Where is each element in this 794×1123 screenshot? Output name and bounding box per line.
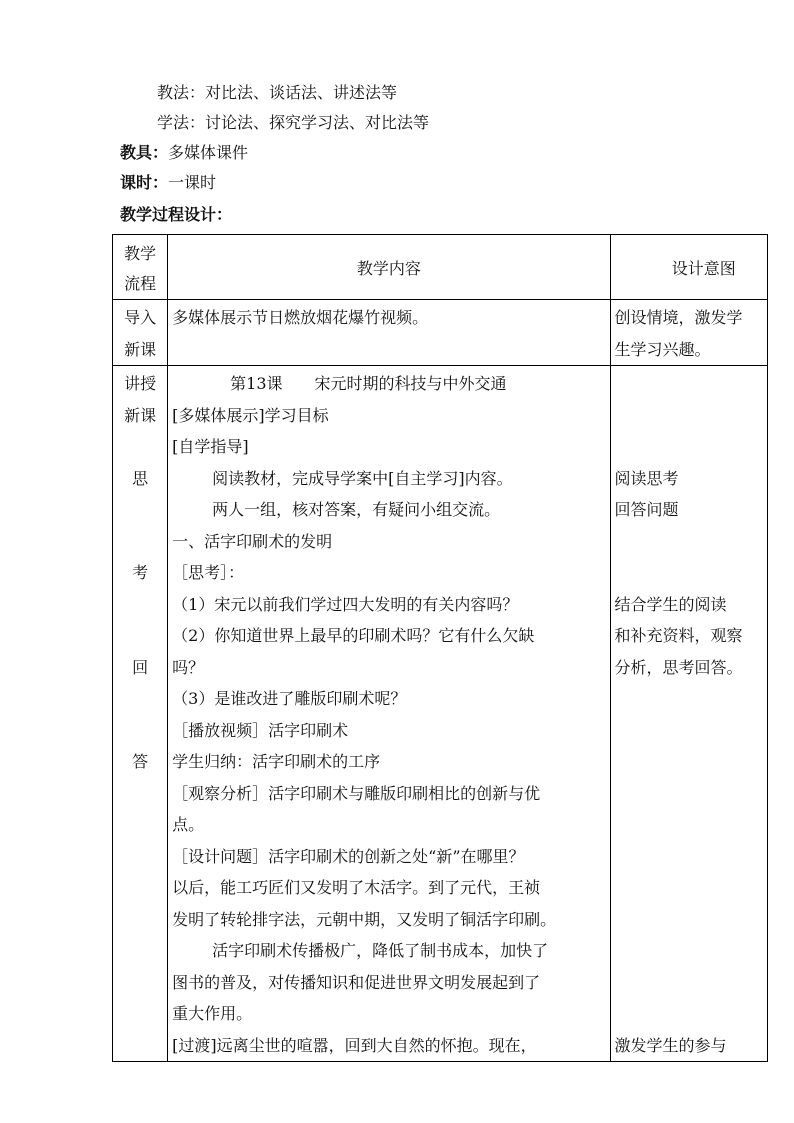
spacer	[615, 778, 764, 810]
content-intro: 多媒体展示节日燃放烟花爆竹视频。	[168, 300, 610, 366]
flow-main-line	[113, 589, 167, 621]
intent-line: 阅读思考	[614, 468, 679, 488]
content-line: 学生归纳：活字印刷术的工序	[172, 752, 381, 771]
process-title: 教学过程设计：	[120, 205, 233, 224]
teaching-method: 教法：对比法、谈话法、讲述法等	[157, 83, 398, 102]
spacer	[615, 368, 764, 400]
flow-main-line	[113, 431, 167, 463]
flow-main-line: 回	[132, 657, 149, 677]
content-line: [自学指导]	[172, 437, 249, 456]
flow-main-line	[113, 683, 167, 715]
flow-main-line: 思	[132, 468, 149, 488]
flow-main-line	[113, 494, 167, 526]
intent-line: 结合学生的阅读	[614, 594, 727, 614]
intent-line: 和补充资料，观察	[614, 626, 743, 645]
flow-main-line	[113, 526, 167, 558]
spacer	[615, 841, 764, 873]
content-line: ［设计问题］活字印刷术的创新之处“新”在哪里？	[172, 846, 525, 866]
content-line: 发明了转轮排字法，元朝中期，又发明了铜活字印刷。	[172, 909, 557, 929]
content-line: ［观察分析］活字印刷术与雕版印刷相比的创新与优	[172, 783, 541, 803]
hours-line	[120, 173, 216, 193]
intent-main	[610, 366, 768, 1062]
content-line: （1）宋元以前我们学过四大发明的有关内容吗？	[172, 594, 519, 614]
tools-label: 教具：	[120, 143, 169, 162]
lesson-table	[112, 234, 768, 1062]
spacer	[615, 998, 764, 1030]
spacer	[615, 746, 764, 778]
hours-label: 课时：	[120, 173, 169, 192]
content-line: 重大作用。	[172, 1004, 253, 1023]
flow-intro: 导入 新课	[113, 300, 168, 366]
header-intent: 设计意图	[610, 235, 768, 300]
content-line: 图书的普及，对传播知识和促进世界文明发展起到了	[172, 972, 541, 992]
content-line: 点。	[172, 815, 205, 834]
table-row-intro	[113, 300, 768, 366]
flow-main-line: 答	[132, 752, 149, 771]
tools-value: 多媒体课件	[168, 143, 249, 162]
table-header-row	[113, 235, 768, 300]
content-line: 一、活字印刷术的发明	[172, 531, 333, 551]
content-line: ［思考］：	[172, 563, 245, 582]
intent-line: 激发学生的参与	[614, 1035, 727, 1055]
spacer	[615, 557, 764, 589]
header-content: 教学内容	[168, 235, 610, 300]
content-line: 以后，能工巧匠们又发明了木活字。到了元代，王祯	[172, 878, 541, 897]
spacer	[615, 809, 764, 841]
tools-line	[120, 143, 248, 163]
intent-line: 分析，思考回答。	[614, 657, 743, 677]
flow-main-line	[113, 715, 167, 747]
flow-main-line: 新课	[124, 405, 157, 425]
content-main	[168, 366, 610, 1062]
content-line: [过渡]远离尘世的喧嚣，回到大自然的怀抱。现在，	[172, 1035, 537, 1055]
spacer	[615, 967, 764, 999]
spacer	[615, 526, 764, 558]
intent-line: 回答问题	[614, 500, 679, 519]
spacer	[615, 715, 764, 747]
spacer	[615, 431, 764, 463]
content-line: [多媒体展示]学习目标	[172, 405, 329, 425]
spacer	[615, 400, 764, 432]
spacer	[615, 872, 764, 904]
flow-main-line: 考	[132, 563, 149, 582]
content-line: （2）你知道世界上最早的印刷术吗？它有什么欠缺	[172, 626, 535, 645]
header-flow: 教学 流程	[113, 235, 168, 300]
content-line: 活字印刷术传播极广，降低了制书成本，加快了	[212, 941, 549, 960]
content-line: （3）是谁改进了雕版印刷术呢？	[172, 689, 407, 708]
flow-main	[113, 366, 168, 1062]
content-line: 两人一组，核对答案，有疑问小组交流。	[212, 500, 501, 519]
table-row-main	[113, 366, 768, 1062]
learning-method: 学法：讨论法、探究学习法、对比法等	[157, 113, 430, 132]
content-line: 吗？	[172, 657, 205, 677]
content-line: ［播放视频］活字印刷术	[172, 720, 349, 740]
flow-main-line	[113, 620, 167, 652]
flow-main-line: 讲授	[124, 374, 157, 393]
hours-value: 一课时	[168, 173, 217, 192]
content-line: 阅读教材，完成导学案中[自主学习]内容。	[212, 468, 513, 488]
spacer	[615, 683, 764, 715]
content-line: 第13课 宋元时期的科技与中外交通	[230, 374, 507, 393]
spacer	[615, 935, 764, 967]
intent-intro: 创设情境，激发学 生学习兴趣。	[610, 300, 768, 366]
spacer	[615, 904, 764, 936]
